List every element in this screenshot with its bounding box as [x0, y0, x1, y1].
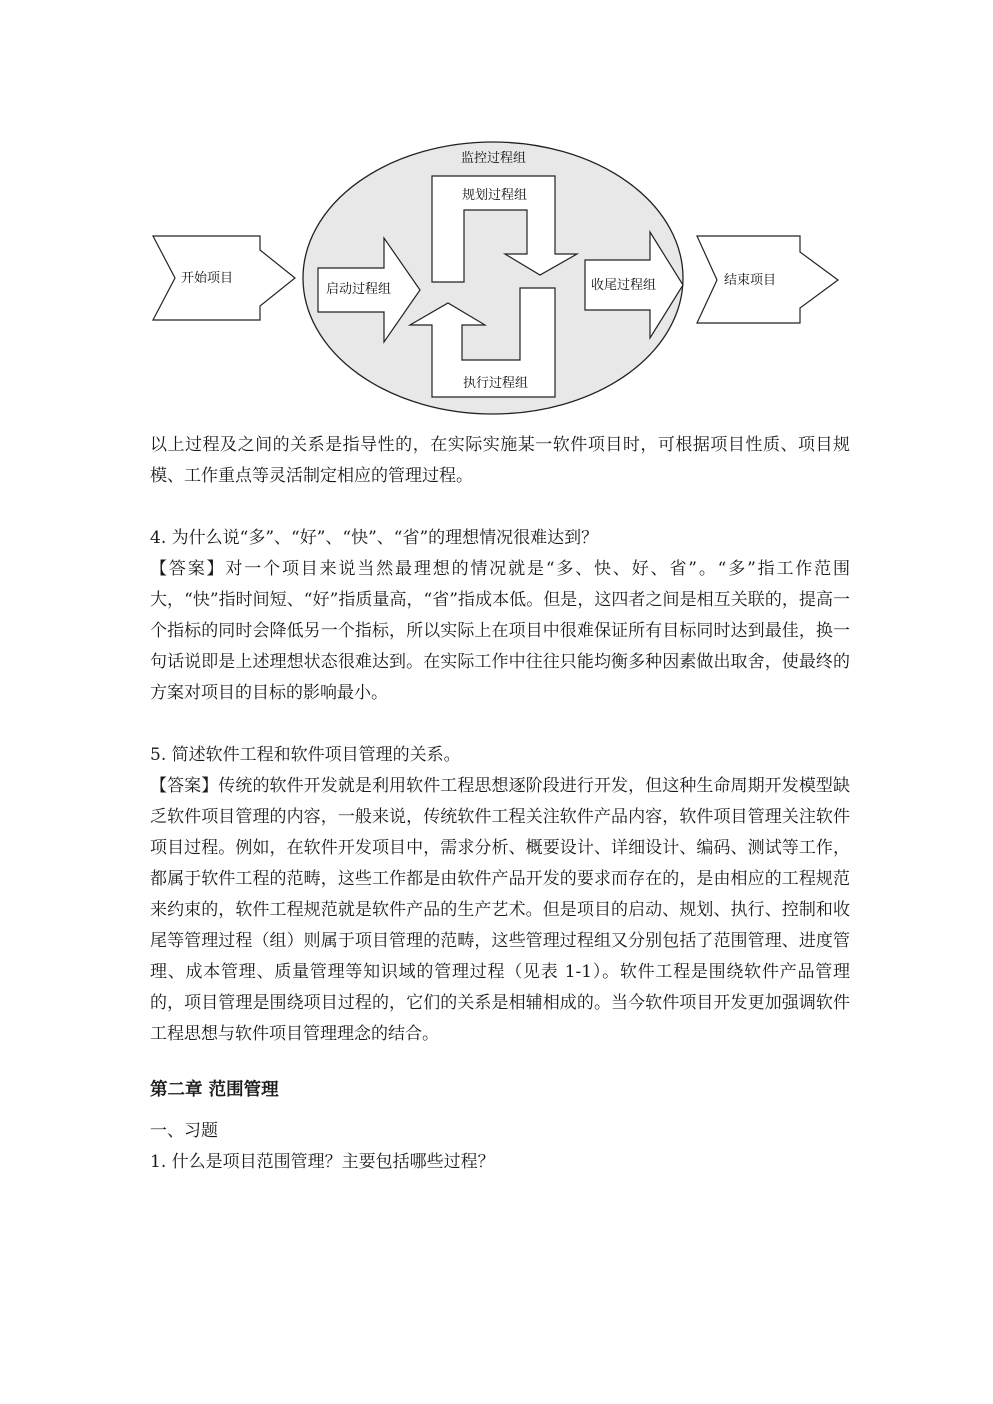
start-project-label: 开始项目 [181, 271, 234, 286]
executing-label: 执行过程组 [463, 376, 529, 391]
question-5: 5. 简述软件工程和软件项目管理的关系。 [150, 745, 461, 765]
monitoring-label: 监控过程组 [461, 151, 527, 166]
initiating-label: 启动过程组 [326, 282, 392, 297]
paragraph-summary: 以上过程及之间的关系是指导性的，在实际实施某一软件项目时，可根据项目性质、项目规模、工作重点等灵活制定相应的管理过程。 [150, 435, 850, 486]
closing-label: 收尾过程组 [591, 278, 657, 293]
chapter-title: 第二章 范围管理 [150, 1080, 279, 1100]
answer-4: 【答案】对一个项目来说当然最理想的情况就是“多、快、好、省”。“多”指工作范围大，“快”指时间短、“好”指质量高，“省”指成本低。但是，这四者之间是相互关联的，提高一个指标的同时会降低另一个指标，所以实际上在项目中很难保证所有目标同时达到最佳，换一句话说即是上述理想状态很难达到。在实际工作中往往只能均衡多种因素做出取舍，使最终的方案对项目的目标的影响最小。 [150, 559, 850, 703]
body-text [150, 430, 850, 1178]
end-project-label: 结束项目 [724, 273, 777, 288]
question-4: 4. 为什么说“多”、“好”、“快”、“省”的理想情况很难达到？ [150, 528, 599, 548]
answer-5: 【答案】传统的软件开发就是利用软件工程思想逐阶段进行开发，但这种生命周期开发模型缺乏软件项目管理的内容，一般来说，传统软件工程关注软件产品内容，软件项目管理关注软件项目过程。例如，在软件开发项目中，需求分析、概要设计、详细设计、编码、测试等工作，都属于软件工程的范畴，这些工作都是由软件产品开发的要求而存在的，是由相应的工程规范来约束的，软件工程规范就是软件产品的生产艺术。但是项目的启动、规划、执行、控制和收尾等管理过程（组）则属于项目管理的范畴，这些管理过程组又分别包括了范围管理、进度管理、成本管理、质量管理等知识域的管理过程（见表 1-1）。软件工程是围绕软件产品管理的，项目管理是围绕项目过程的，它们的关系是相辅相成的。当今软件项目开发更加强调软件工程思想与软件项目管理理念的结合。 [150, 776, 850, 1044]
question-1: 1. 什么是项目范围管理？主要包括哪些过程？ [150, 1152, 495, 1172]
process-group-diagram [0, 0, 993, 430]
section-title: 一、习题 [150, 1121, 218, 1141]
planning-label: 规划过程组 [462, 188, 528, 203]
